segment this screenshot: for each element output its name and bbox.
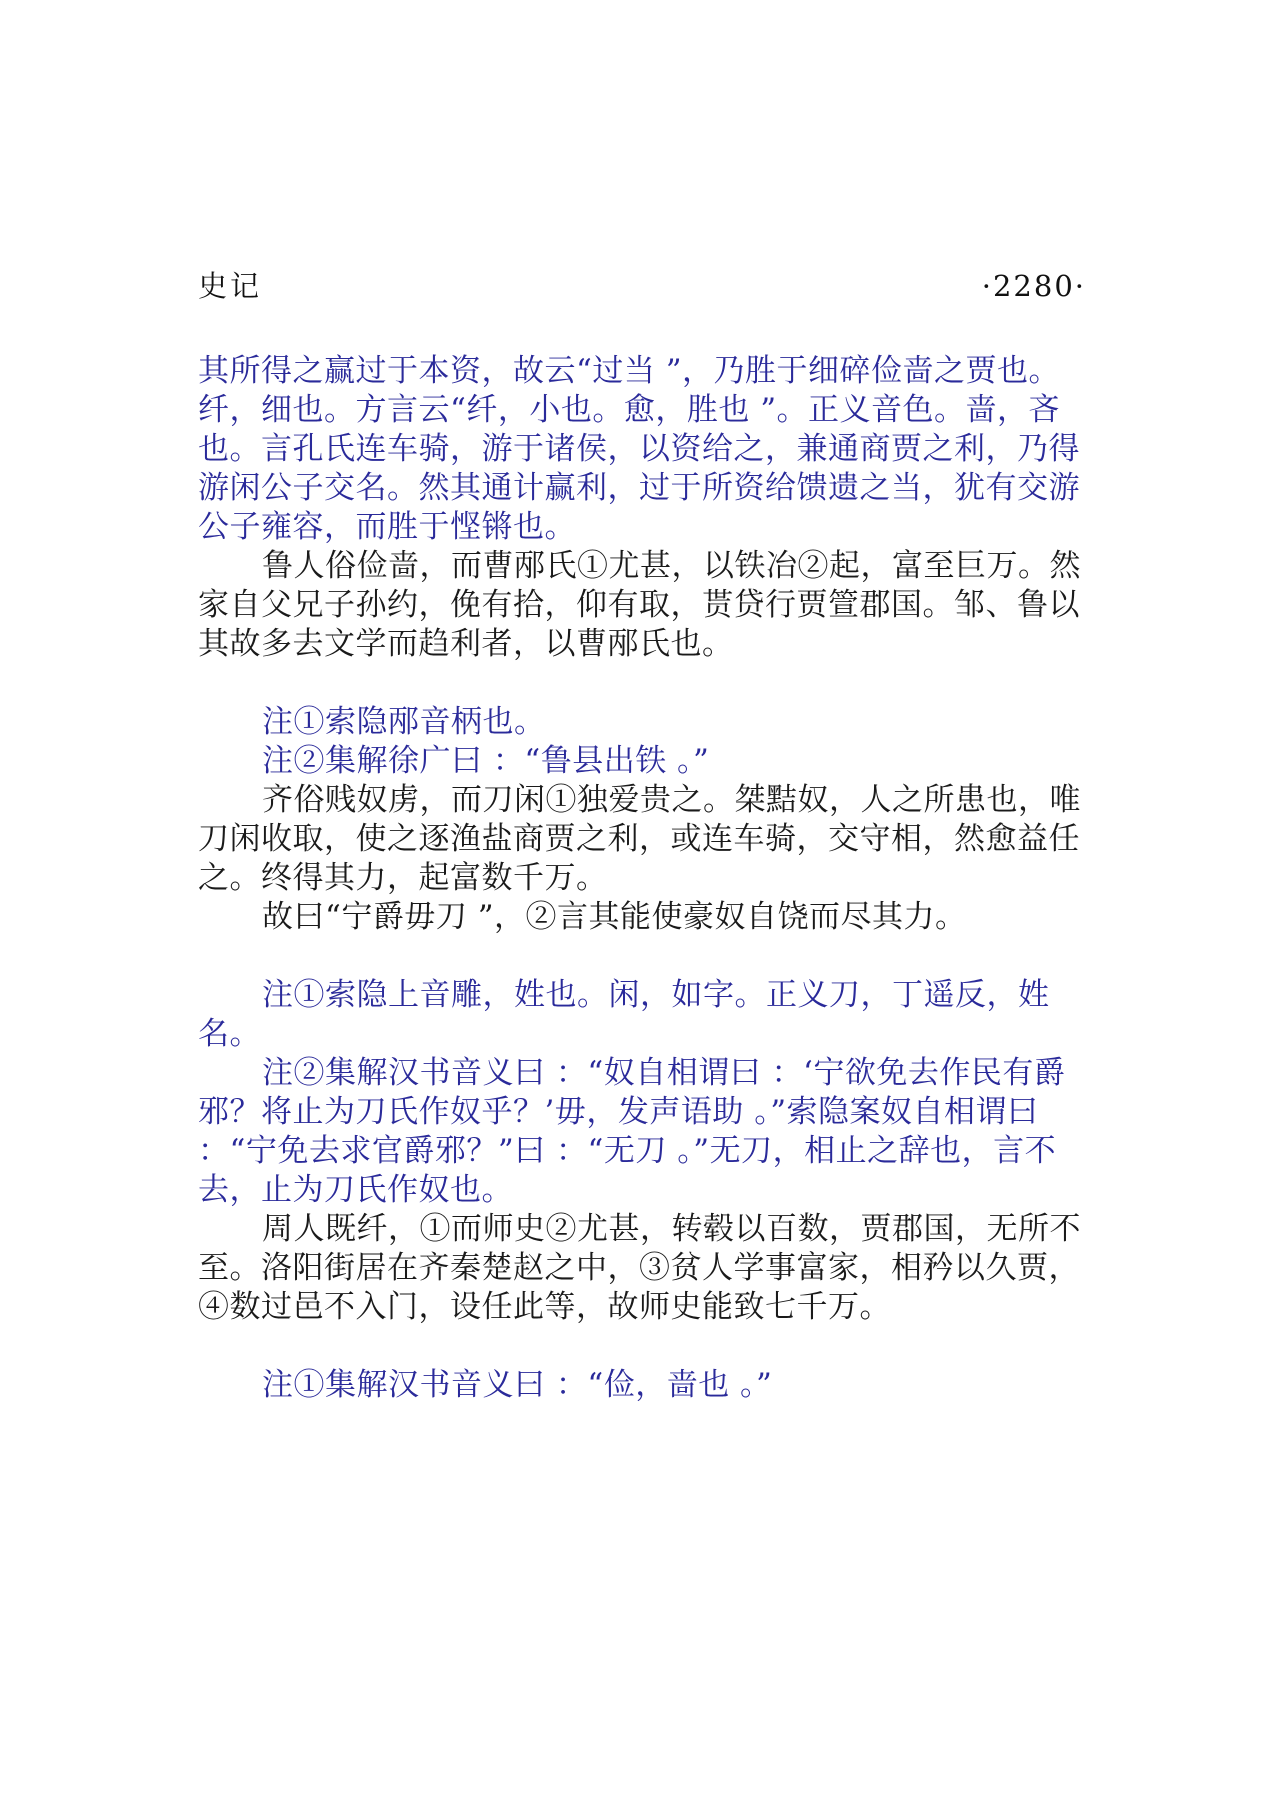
- main-paragraph-diaoxian: 故曰“宁爵毋刀 ”，②言其能使豪奴自饶而尽其力。: [262, 899, 967, 935]
- book-title: 史记: [198, 269, 263, 303]
- main-paragraph-qi: 齐俗贱奴虏，而刀闲①独爱贵之。桀黠奴，人之所患也，唯刀闲收取，使之逐渔盐商贾之利，或连车骑，交守相，然愈益任之。终得其力，起富数千万。: [198, 782, 1081, 896]
- annotation-note: 注①集解汉书音义曰 ：“俭，啬也 。”: [262, 1367, 773, 1403]
- paragraph-gap: [198, 664, 1098, 703]
- annotation-note: 注②集解汉书音义曰 ：“奴自相谓曰 ：‘宁欲免去作民有爵邪？将止为刀氏作奴乎？’毋，发声语助 。”索隐案奴自相谓曰 ：“宁免去求官爵邪？”曰 ：“无刀 。”无刀，相止之辞也，言不去，止为刀氏作奴也。: [198, 1055, 1066, 1208]
- paragraph-gap: [198, 937, 1098, 976]
- annotation-note: 注①索隐上音雕，姓也。闲，如字。正义刀，丁遥反，姓名。: [198, 977, 1050, 1052]
- main-paragraph-zhou: 周人既纤，①而师史②尤甚，转毂以百数，贾郡国，无所不至。洛阳街居在齐秦楚赵之中，③贫人学事富家，相矜以久贾，④数过邑不入门，设任此等，故师史能致七千万。: [198, 1211, 1081, 1325]
- page-header: [198, 266, 1086, 306]
- page-body: [198, 352, 1098, 1405]
- annotation-note: 注①索隐邴音柄也。: [262, 704, 546, 740]
- main-paragraph-lu: 鲁人俗俭啬，而曹邴氏①尤甚，以铁冶②起，富至巨万。然家自父兄子孙约，俛有拾，仰有取，贳贷行贾箮郡国。邹、鲁以其故多去文学而趋利者，以曹邴氏也。: [198, 548, 1081, 662]
- annotation-continuation: 其所得之赢过于本资，故云“过当 ”，乃胜于细碎俭啬之贾也。纤，细也。方言云“纤，小也。愈，胜也 ”。正义音色。啬，吝也。言孔氏连车骑，游于诸侯，以资给之，兼通商贾之利，乃得游闲公子交名。然其通计赢利，过于所资给馈遗之当，犹有交游公子雍容，而胜于悭锵也。: [198, 353, 1080, 545]
- paragraph-gap: [198, 1327, 1098, 1366]
- page-number: ·2280·: [981, 269, 1086, 303]
- annotation-note: 注②集解徐广曰 ：“鲁县出铁 。”: [262, 743, 710, 779]
